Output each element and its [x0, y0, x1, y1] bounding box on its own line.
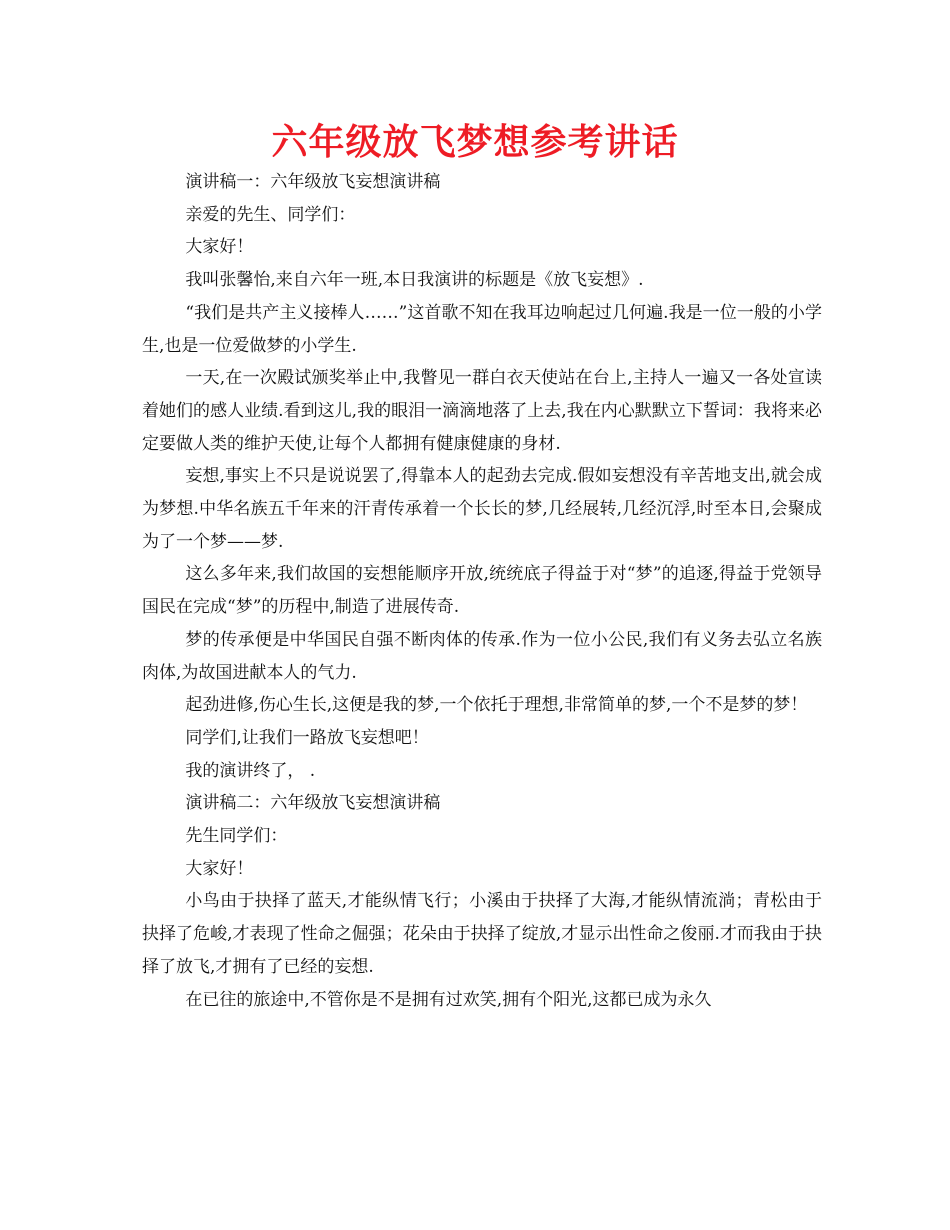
paragraph: 演讲稿一：六年级放飞妄想演讲稿	[185, 172, 441, 192]
paragraph: 一天,在一次殿试颁奖举止中,我瞥见一群白衣天使站在台上,主持人一遍又一各处宣读着她们的感人业绩.看到这儿,我的眼泪一滴滴地落了上去,我在内心默默立下誓词：我将来必定要做人类的维护天使,让每个人都拥有健康健康的身材.	[142, 368, 822, 454]
paragraph: 同学们,让我们一路放飞妄想吧！	[185, 727, 429, 748]
paragraph: 小鸟由于抉择了蓝天,才能纵情飞行；小溪由于抉择了大海,才能纵情流淌；青松由于抉择了危峻,才表现了性命之倔强；花朵由于抉择了绽放,才显示出性命之俊丽.才而我由于抉择了放飞,才拥有了已经的妄想.	[142, 891, 822, 977]
document-body	[142, 166, 822, 1016]
paragraph: 演讲稿二：六年级放飞妄想演讲稿	[185, 793, 441, 814]
paragraph: 亲爱的先生、同学们：	[185, 204, 356, 225]
paragraph: 大家好！	[185, 237, 254, 258]
paragraph: 先生同学们：	[185, 826, 288, 847]
paragraph: 起劲进修,伤心生长,这便是我的梦,一个依托于理想,非常简单的梦,一个不是梦的梦！	[185, 695, 808, 716]
paragraph: 我的演讲终了， .	[185, 760, 316, 781]
paragraph: 这么多年来,我们故国的妄想能顺序开放,统统底子得益于对“梦”的追逐,得益于党领导国民在完成“梦”的历程中,制造了进展传奇.	[142, 564, 822, 618]
paragraph: “我们是共产主义接棒人……”这首歌不知在我耳边响起过几何遍.我是一位一般的小学生,也是一位爱做梦的小学生.	[142, 302, 822, 356]
paragraph: 大家好！	[185, 858, 254, 879]
paragraph: 我叫张馨怡,来自六年一班,本日我演讲的标题是《放飞妄想》.	[185, 270, 644, 291]
document-title: 六年级放飞梦想参考讲话	[271, 122, 679, 163]
paragraph: 妄想,事实上不只是说说罢了,得靠本人的起劲去完成.假如妄想没有辛苦地支出,就会成为梦想.中华名族五千年来的汗青传承着一个长长的梦,几经展转,几经沉浮,时至本日,会聚成为了一个梦——梦.	[142, 466, 822, 552]
paragraph: 在已往的旅途中,不管你是不是拥有过欢笑,拥有个阳光,这都已成为永久	[185, 989, 712, 1010]
paragraph: 梦的传承便是中华国民自强不断肉体的传承.作为一位小公民,我们有义务去弘立名族肉体,为故国进献本人的气力.	[142, 629, 822, 683]
